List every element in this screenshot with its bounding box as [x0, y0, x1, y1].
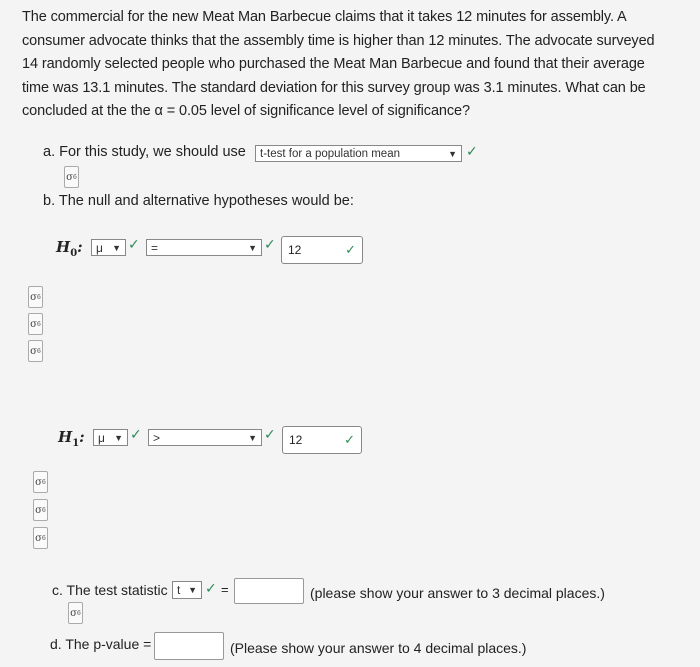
test-type-select[interactable]: [255, 145, 462, 162]
test-statistic-input[interactable]: [234, 578, 304, 604]
check-icon: ✓: [264, 236, 276, 252]
sigma-icon[interactable]: σ 6: [28, 286, 43, 308]
h0-parameter-value: μ: [96, 240, 103, 255]
h1-parameter-value: μ: [98, 430, 105, 445]
chevron-down-icon: ▼: [112, 242, 121, 253]
h1-value-field[interactable]: [282, 426, 362, 454]
chevron-down-icon: ▼: [248, 432, 257, 443]
chevron-down-icon: ▼: [114, 432, 123, 443]
part-d-label: d. The p-value =: [50, 636, 152, 652]
problem-statement: The commercial for the new Meat Man Barbecue claims that it takes 12 minutes for assembly. A consumer advocate thinks that the assembly time is higher than 12 minutes. The advocate surveyed 14 randomly selected people who purchased the Meat Man Barbecue and found that their average time was 13.1 minutes. The standard deviation for this survey group was 3.1 minutes. What can be concluded at the the α = 0.05 level of significance level of significance?: [22, 9, 655, 119]
sigma-icon[interactable]: σ 6: [28, 340, 43, 362]
test-statistic-select[interactable]: [172, 581, 202, 599]
check-icon: ✓: [466, 143, 478, 159]
chevron-down-icon: ▼: [448, 148, 457, 159]
check-icon: ✓: [128, 236, 140, 252]
h0-label: $H_0$:: [56, 238, 83, 259]
sigma-icon[interactable]: σ 6: [64, 166, 79, 188]
part-b-label: b. The null and alternative hypotheses would be:: [43, 193, 354, 209]
part-c-label: c. The test statistic: [52, 582, 168, 598]
h1-value: 12: [289, 433, 303, 447]
sigma-icon[interactable]: σ 6: [33, 499, 48, 521]
equals-sign: =: [221, 582, 229, 597]
chevron-down-icon: ▼: [188, 585, 197, 595]
h1-operator-value: >: [153, 430, 161, 445]
sigma-icon[interactable]: σ 6: [68, 602, 83, 624]
h0-operator-value: =: [151, 240, 159, 255]
h1-operator-select[interactable]: [148, 429, 262, 446]
part-a-label: a. For this study, we should use: [43, 144, 246, 160]
check-icon: ✓: [264, 426, 276, 442]
part-c-note: (please show your answer to 3 decimal places.): [310, 585, 605, 601]
check-icon: ✓: [130, 426, 142, 442]
sigma-icon[interactable]: σ 6: [33, 527, 48, 549]
chevron-down-icon: ▼: [248, 242, 257, 253]
check-icon: ✓: [345, 242, 356, 257]
h0-value: 12: [288, 243, 302, 257]
check-icon: ✓: [344, 432, 355, 447]
h0-value-field[interactable]: [281, 236, 363, 264]
check-icon: ✓: [205, 580, 217, 596]
test-type-value: t-test for a population mean: [260, 147, 400, 160]
h1-label: $H_1$:: [58, 428, 85, 449]
h0-parameter-select[interactable]: [91, 239, 126, 256]
sigma-icon[interactable]: σ 6: [28, 313, 43, 335]
p-value-input[interactable]: [154, 632, 224, 660]
part-d-note: (Please show your answer to 4 decimal places.): [230, 640, 527, 656]
h1-parameter-select[interactable]: [93, 429, 128, 446]
test-statistic-value: t: [177, 583, 181, 597]
h0-operator-select[interactable]: [146, 239, 262, 256]
sigma-icon[interactable]: σ 6: [33, 471, 48, 493]
